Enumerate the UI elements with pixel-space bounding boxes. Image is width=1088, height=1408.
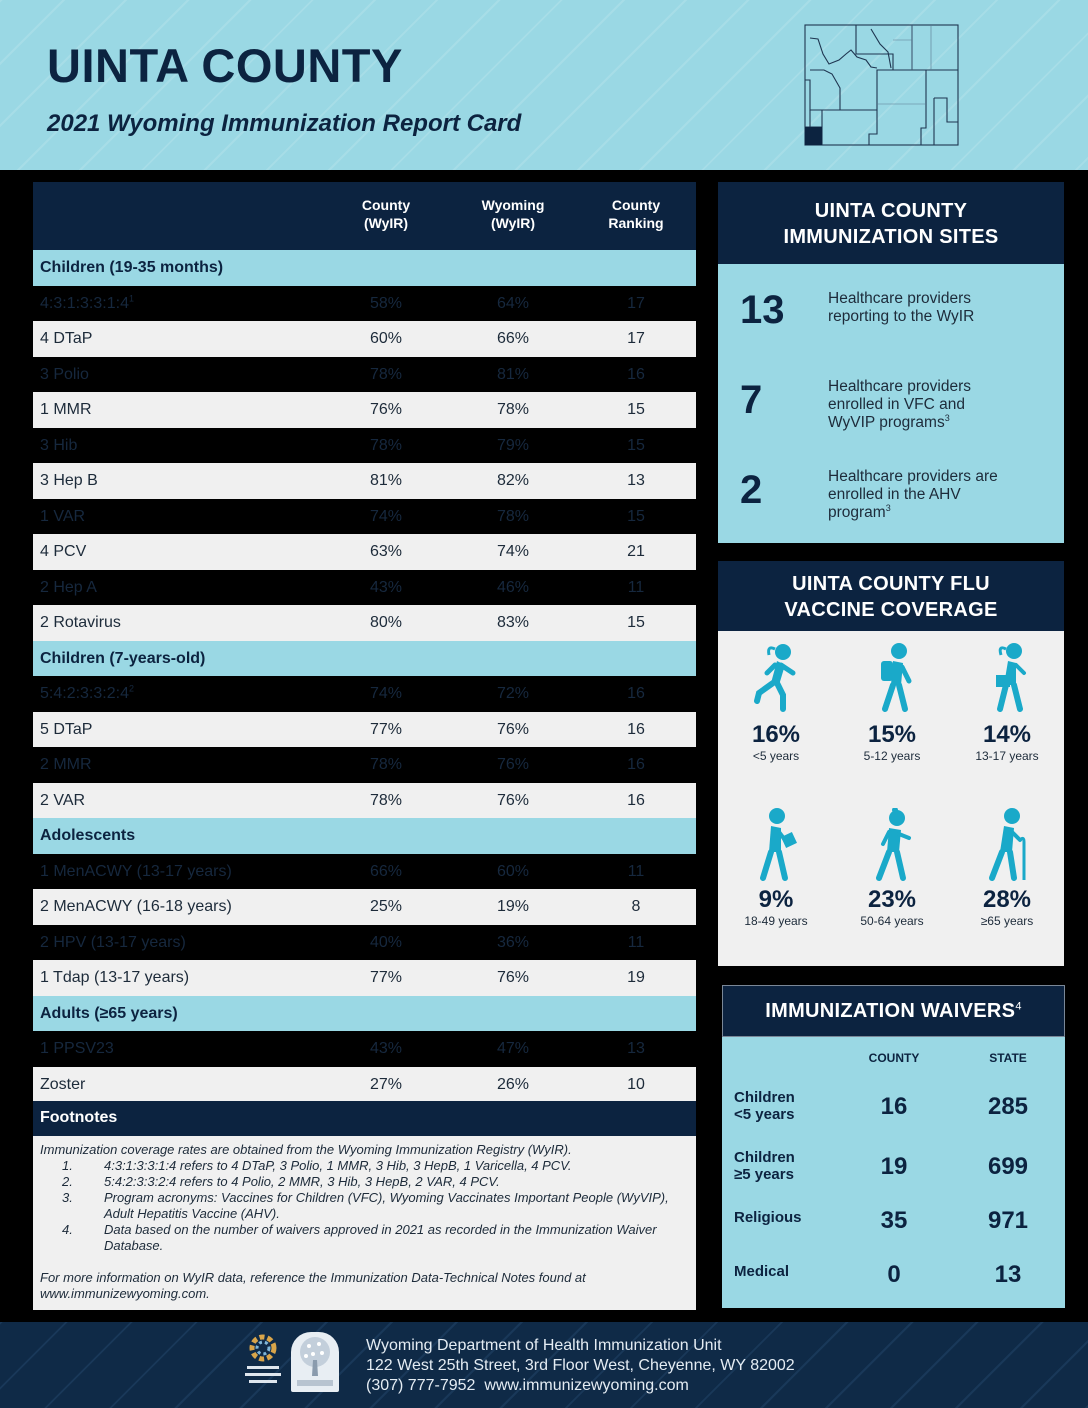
wyoming-rate: 76%: [496, 720, 530, 738]
wyoming-rate: 76%: [496, 969, 530, 986]
county-ranking: 17: [627, 294, 645, 312]
county-rate: 25%: [369, 898, 403, 915]
table-row: [33, 570, 696, 606]
flu-coverage-percent: 16%: [751, 721, 801, 748]
footnotes-more-info: For more information on WyIR data, reference the Immunization Data-Technical Notes found at www.immunizewyoming.com.: [40, 1270, 586, 1301]
county-rate: 76%: [369, 401, 403, 418]
vaccine-name: 4 DTaP: [40, 330, 93, 347]
vaccine-name: 4 PCV: [40, 543, 87, 560]
immunization-waivers-panel: [722, 985, 1065, 1308]
county-rate: 58%: [369, 294, 403, 312]
wyoming-rate: 81%: [496, 365, 530, 383]
table-row: [33, 534, 696, 570]
vaccine-name: 3 Polio: [40, 365, 89, 383]
county-ranking: 15: [627, 401, 645, 418]
table-row: [33, 392, 696, 428]
footnote-item: 1. 4:3:1:3:3:1:4 refers to 4 DTaP, 3 Polio, 1 MMR, 3 Hib, 3 HepB, 1 Varicella, 4 PCV.: [62, 1158, 572, 1173]
county-rate: 40%: [369, 933, 403, 951]
county-ranking: 17: [627, 330, 645, 347]
county-ranking: 16: [627, 720, 645, 738]
footnote-item: 4. Data based on the number of waivers approved in 2021 as recorded in the Immunization Waiver Database.: [62, 1222, 657, 1253]
flu-coverage-percent: 23%: [867, 886, 917, 913]
county-rate: 77%: [369, 720, 403, 738]
county-rate: 78%: [369, 436, 403, 454]
wyoming-immunization-tree-logo: [291, 1332, 339, 1392]
waiver-state-count: 13: [994, 1261, 1022, 1288]
col-header-county: County (WyIR): [361, 197, 411, 231]
table-row: [33, 1031, 696, 1067]
footnote-item: 3. Program acronyms: Vaccines for Children (VFC), Wyoming Vaccinates Important People (WyVIP), Adult Hepatitis Vaccine (AHV).: [62, 1190, 669, 1221]
vaccine-name: $4:3:1:3:3:1:4^1$: [40, 293, 134, 312]
vaccine-name: 2 MenACWY (16-18 years): [40, 898, 232, 915]
vaccine-name: Zoster: [40, 1075, 86, 1093]
vaccine-name: 3 Hep B: [40, 472, 98, 489]
waiver-category: Children ≥5 years: [734, 1149, 795, 1183]
waiver-county-count: 16: [880, 1093, 908, 1120]
wyoming-rate: 83%: [496, 614, 530, 631]
waiver-category: Medical: [734, 1263, 790, 1280]
county-rate: 60%: [369, 330, 403, 347]
table-row: [33, 889, 696, 925]
vaccine-name: 2 HPV (13-17 years): [40, 933, 186, 951]
flu-age-label: 18-49 years: [744, 914, 808, 928]
wyoming-county-map-icon: [804, 24, 960, 146]
wyoming-rate: 76%: [496, 791, 530, 809]
waivers-body: [722, 1037, 1065, 1308]
uinta-county-highlight: [805, 127, 822, 145]
flu-coverage-panel: [718, 561, 1064, 966]
wyoming-rate: 78%: [496, 401, 530, 418]
county-ranking: 15: [627, 507, 645, 525]
wyoming-rate: 19%: [496, 898, 530, 915]
flu-age-label: 5-12 years: [863, 749, 921, 763]
col-header-ranking: County Ranking: [608, 197, 664, 231]
flu-coverage-percent: 9%: [758, 886, 794, 913]
county-rate: 27%: [369, 1075, 403, 1093]
waivers-col-county: COUNTY: [868, 1051, 920, 1065]
flu-coverage-percent: 14%: [982, 721, 1032, 748]
phone: (307) 777-7952: [366, 1377, 476, 1394]
vaccine-name: 2 VAR: [40, 791, 86, 809]
page-title: UINTA COUNTY: [47, 39, 403, 92]
sites-body: 13 Healthcare providers reporting to the WyIR 7 Healthcare providers enrolled in VFC and WyVIP programs$^3$ 2 Healthcare providers are enrolled in the AHV program$^3$: [718, 264, 1064, 543]
table-row: [33, 854, 696, 890]
page-header: [0, 0, 1088, 170]
waivers-col-state: STATE: [989, 1051, 1027, 1065]
wyoming-rate: 60%: [496, 862, 530, 880]
county-ranking: 8: [631, 898, 641, 915]
footnotes-panel: [33, 1101, 696, 1310]
teen-with-bag-icon: [984, 643, 1030, 717]
wyoming-rate: 79%: [496, 436, 530, 454]
table-row: [33, 499, 696, 535]
flu-age-group: [952, 808, 1062, 928]
contact-info: [366, 1336, 795, 1396]
county-ranking: 11: [627, 578, 645, 596]
county-ranking: 16: [627, 365, 645, 383]
wyoming-rate: 26%: [496, 1075, 530, 1093]
county-ranking: 16: [627, 791, 645, 809]
flu-age-label: <5 years: [752, 749, 800, 763]
county-ranking: 16: [627, 685, 645, 702]
vaccine-name: 1 PPSV23: [40, 1040, 114, 1057]
immunization-sites-panel: [718, 182, 1064, 543]
table-header: [33, 182, 696, 250]
county-rate: 78%: [369, 756, 403, 773]
vaccine-name: 2 Hep A: [40, 578, 97, 596]
section-header: Children (7-years-old): [33, 641, 696, 677]
flu-age-group: [721, 643, 831, 763]
table-row: [33, 960, 696, 996]
table-row: [33, 605, 696, 641]
flu-coverage-percent: 28%: [982, 886, 1032, 913]
page-subtitle: 2021 Wyoming Immunization Report Card: [47, 110, 522, 137]
county-rate: 43%: [369, 578, 403, 596]
wyoming-rate: 36%: [496, 933, 530, 951]
vaccine-name: 1 VAR: [40, 507, 86, 525]
county-ranking: 11: [627, 862, 645, 880]
vaccine-name: $5:4:2:3:3:2:4^2$: [40, 683, 134, 702]
vaccine-name: 2 MMR: [40, 756, 92, 773]
footnote-item: 2. 5:4:2:3:3:2:4 refers to 4 Polio, 2 MMR, 3 Hib, 3 HepB, 2 VAR, 4 PCV.: [62, 1174, 500, 1189]
table-body: [33, 250, 696, 1102]
table-row: [33, 357, 696, 393]
wyoming-rate: 74%: [496, 543, 530, 560]
county-ranking: 15: [627, 614, 645, 631]
wyoming-rate: 47%: [496, 1040, 530, 1057]
table-row: [33, 286, 696, 322]
col-header-wyoming: Wyoming (WyIR): [481, 197, 545, 231]
county-ranking: 19: [627, 969, 645, 986]
flu-title: UINTA COUNTY FLU VACCINE COVERAGE: [718, 561, 1064, 631]
county-ranking: 11: [627, 933, 645, 951]
flu-age-group: [952, 643, 1062, 763]
child-with-backpack-icon: [869, 643, 915, 717]
vaccine-name: 3 Hib: [40, 436, 78, 454]
waiver-category: Children <5 years: [734, 1089, 795, 1123]
running-child-icon: [753, 643, 799, 717]
county-rate: 43%: [369, 1040, 403, 1057]
table-row: [33, 925, 696, 961]
flu-age-group: [837, 808, 947, 928]
county-ranking: 15: [627, 436, 645, 454]
county-rate: 78%: [369, 791, 403, 809]
table-row: [33, 1067, 696, 1103]
county-rate: 78%: [369, 365, 403, 383]
wyoming-rate: 78%: [496, 507, 530, 525]
vaccine-name: 1 MenACWY (13-17 years): [40, 862, 232, 880]
vaccine-name: 1 Tdap (13-17 years): [40, 969, 190, 986]
table-row: [33, 321, 696, 357]
table-row: [33, 747, 696, 783]
table-row: [33, 428, 696, 464]
county-ranking: 13: [627, 1040, 645, 1057]
county-rate: 80%: [369, 614, 403, 631]
wyoming-rate: 72%: [496, 685, 530, 702]
county-rate: 66%: [369, 862, 403, 880]
table-row: [33, 676, 696, 712]
older-adult-walking-icon: [869, 808, 915, 882]
wyoming-department-of-health-logo: [243, 1332, 283, 1392]
vaccine-name: 5 DTaP: [40, 720, 93, 738]
waiver-county-count: 35: [880, 1207, 908, 1234]
waiver-state-count: 285: [987, 1093, 1029, 1120]
waiver-county-count: 19: [880, 1153, 908, 1180]
org-name: Wyoming Department of Health Immunization Unit: [366, 1337, 722, 1354]
waivers-title: IMMUNIZATION WAIVERS$^4$: [722, 985, 1065, 1037]
county-ranking: 10: [627, 1075, 645, 1093]
county-rate: 77%: [369, 969, 403, 986]
wyoming-rate: 76%: [496, 756, 530, 773]
county-ranking: 16: [627, 756, 645, 773]
waiver-category: Religious: [734, 1209, 802, 1226]
footnotes-intro: Immunization coverage rates are obtained from the Wyoming Immunization Registry (WyIR).: [40, 1142, 572, 1157]
county-ranking: 21: [627, 543, 645, 560]
page-footer: [0, 1322, 1088, 1408]
sites-title: UINTA COUNTY IMMUNIZATION SITES: [718, 182, 1064, 264]
county-rate: 74%: [369, 685, 403, 702]
table-row: [33, 712, 696, 748]
flu-body: [718, 631, 1064, 966]
address: 122 West 25th Street, 3rd Floor West, Cheyenne, WY 82002: [366, 1357, 795, 1374]
table-row: [33, 783, 696, 819]
county-ranking: 13: [627, 472, 645, 489]
waiver-state-count: 699: [987, 1153, 1029, 1180]
county-rate: 74%: [369, 507, 403, 525]
flu-age-group: [721, 808, 831, 928]
waiver-county-count: 0: [887, 1261, 901, 1288]
vaccine-name: 2 Rotavirus: [40, 614, 121, 631]
wyoming-rate: 64%: [496, 294, 530, 312]
flu-age-label: 50-64 years: [860, 914, 924, 928]
table-row: [33, 463, 696, 499]
county-rate: 63%: [369, 543, 403, 560]
footnotes-body: [33, 1136, 696, 1310]
vaccine-name: 1 MMR: [40, 401, 92, 418]
waiver-state-count: 971: [987, 1207, 1029, 1234]
flu-age-label: 13-17 years: [975, 749, 1039, 763]
county-rate: 81%: [369, 472, 403, 489]
website-link[interactable]: www.immunizewyoming.com: [484, 1377, 689, 1394]
footnotes-title: Footnotes: [33, 1101, 696, 1136]
coverage-table: [33, 182, 696, 1102]
wyoming-rate: 66%: [496, 330, 530, 347]
wyoming-rate: 82%: [496, 472, 530, 489]
section-header: Children (19-35 months): [33, 250, 696, 286]
section-header: Adults (≥65 years): [33, 996, 696, 1032]
adult-with-folder-icon: [753, 808, 799, 882]
section-header: Adolescents: [33, 818, 696, 854]
wyoming-rate: 46%: [496, 578, 530, 596]
flu-age-group: [837, 643, 947, 763]
senior-with-cane-icon: [984, 808, 1030, 882]
flu-age-label: ≥65 years: [980, 914, 1034, 928]
flu-coverage-percent: 15%: [867, 721, 917, 748]
